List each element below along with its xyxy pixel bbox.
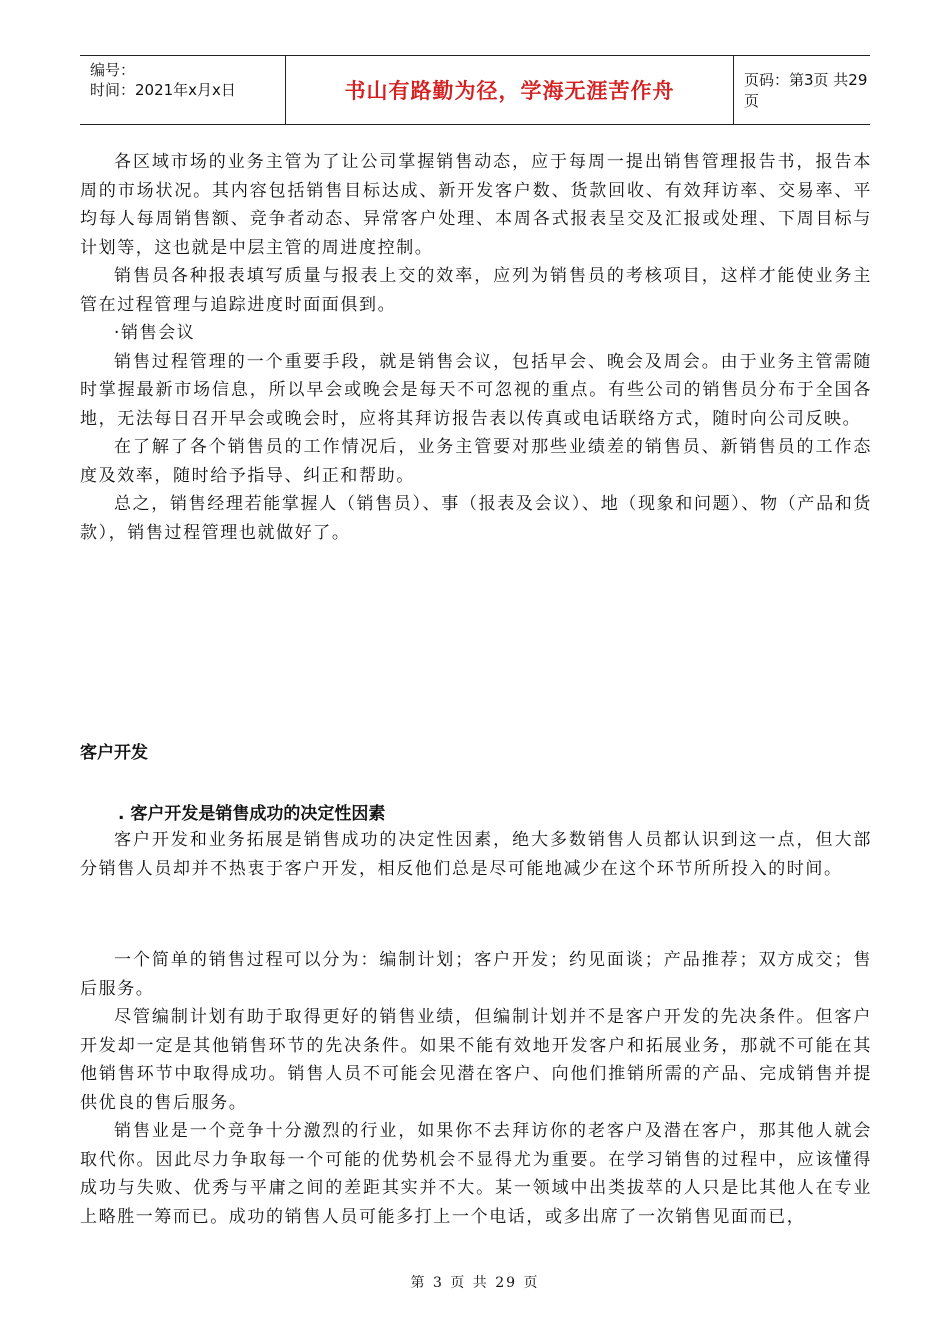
paragraph: 在了解了各个销售员的工作情况后，业务主管要对那些业绩差的销售员、新销售员的工作态度及效率，随时给予指导、纠正和帮助。 <box>80 437 872 486</box>
page-footer: 第 3 页 共 29 页 <box>410 1275 540 1291</box>
paragraph: 各区域市场的业务主管为了让公司掌握销售动态，应于每周一提出销售管理报告书，报告本周的市场状况。其内容包括销售目标达成、新开发客户数、货款回收、有效拜访率、交易率、平均每人每周销售额、竞争者动态、异常客户处理、本周各式报表呈交及汇报或处理、下周目标与计划等，这也就是中层主管的周进度控制。 <box>80 152 872 258</box>
page-header <box>80 55 870 125</box>
paragraph: 总之，销售经理若能掌握人（销售员）、事（报表及会议）、地（现象和问题）、物（产品和货款），销售过程管理也就做好了。 <box>80 494 872 543</box>
header-meta <box>80 56 285 124</box>
paragraph: 销售员各种报表填写质量与报表上交的效率，应列为销售员的考核项目，这样才能使业务主管在过程管理与追踪进度时面面俱到。 <box>80 266 872 315</box>
body-text-block-1 <box>80 148 872 547</box>
bullet-heading-sales-meeting: ·销售会议 <box>114 323 196 343</box>
paragraph: 尽管编制计划有助于取得更好的销售业绩，但编制计划并不是客户开发的先决条件。但客户开发却一定是其他销售环节的先决条件。如果不能有效地开发客户和拓展业务，那就不可能在其他销售环节中取得成功。销售人员不可能会见潜在客户、向他们推销所需的产品、完成销售并提供优良的售后服务。 <box>80 1007 872 1113</box>
section-title: 客户开发 <box>80 743 148 763</box>
paragraph: 一个简单的销售过程可以分为：编制计划；客户开发；约见面谈；产品推荐；双方成交；售后服务。 <box>80 950 872 999</box>
sub-title: . 客户开发是销售成功的决定性因素 <box>118 804 386 824</box>
paragraph: 客户开发和业务拓展是销售成功的决定性因素，绝大多数销售人员都认识到这一点，但大部分销售人员却并不热衷于客户开发，相反他们总是尽可能地减少在这个环节所所投入的时间。 <box>80 830 872 879</box>
paragraph: 销售过程管理的一个重要手段，就是销售会议，包括早会、晚会及周会。由于业务主管需随时掌握最新市场信息，所以早会或晚会是每天不可忽视的重点。有些公司的销售员分布于全国各地，无法每日召开早会或晚会时，应将其拜访报告表以传真或电话联络方式，随时向公司反映。 <box>80 351 872 429</box>
paragraph: 销售业是一个竞争十分激烈的行业，如果你不去拜访你的老客户及潜在客户，那其他人就会取代你。因此尽力争取每一个可能的优势机会不显得尤为重要。在学习销售的过程中，应该懂得成功与失败、优秀与平庸之间的差距其实并不大。某一领域中出类拔萃的人只是比其他人在专业上略胜一筹而已。成功的销售人员可能多打上一个电话，或多出席了一次销售见面而已， <box>80 1121 872 1227</box>
header-page-info: 页码：第3页 共29页 <box>744 71 868 110</box>
body-text-block-2 <box>80 826 872 883</box>
header-motto: 书山有路勤为径，学海无涯苦作舟 <box>285 56 734 124</box>
body-text-block-3 <box>80 946 872 1231</box>
document-number-label: 编号： <box>90 61 136 79</box>
document-time-label: 时间：2021年x月x日 <box>90 81 236 99</box>
